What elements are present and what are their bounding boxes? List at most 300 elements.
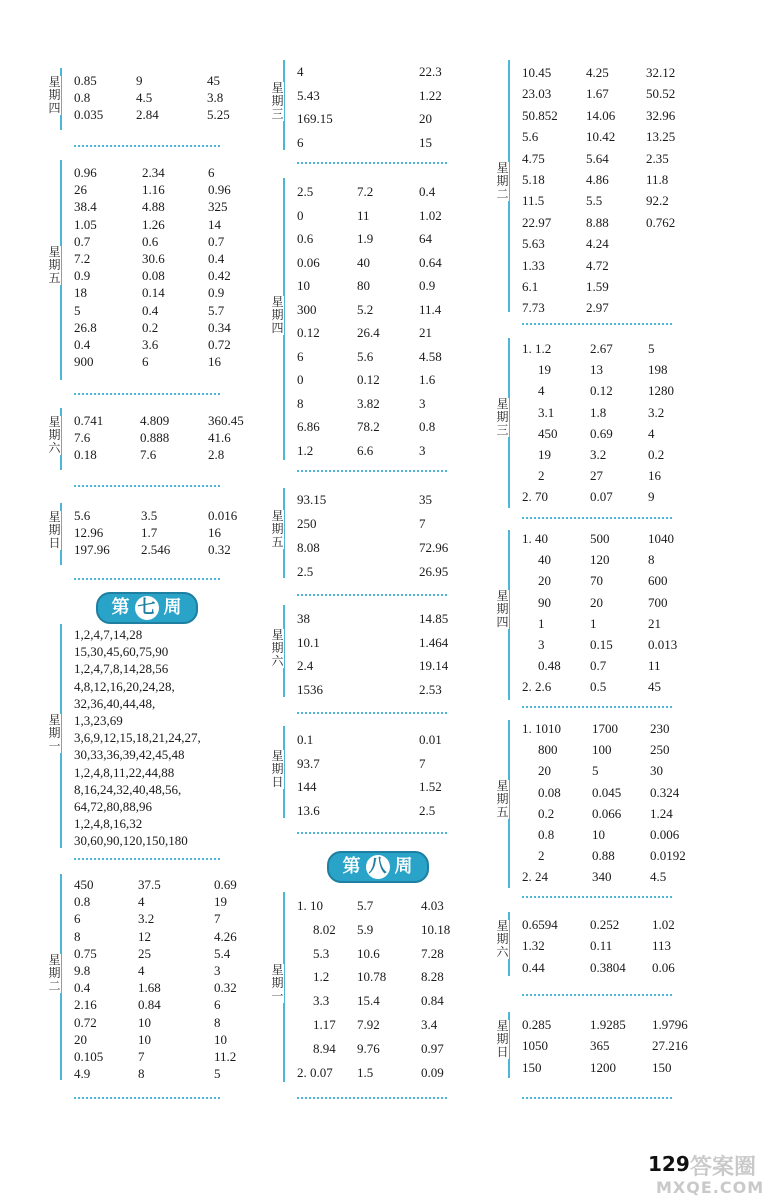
table-cell: 3.4 <box>421 1016 438 1032</box>
week-8-char-3: 周 <box>394 856 414 877</box>
table-cell: 0.4 <box>208 250 225 266</box>
week-7-badge <box>96 592 198 624</box>
table-cell: 1.67 <box>586 86 609 102</box>
table-cell: 600 <box>648 573 668 589</box>
table-cell: 7.92 <box>357 1016 380 1032</box>
table-cell: 0.96 <box>208 182 231 198</box>
table-cell: 5.4 <box>214 945 231 961</box>
table-cell: 5.5 <box>586 193 603 209</box>
table-cell: 0.045 <box>592 784 622 800</box>
table-cell: 11.4 <box>419 301 442 317</box>
table-cell: 8 <box>648 552 655 568</box>
list-item: 64,72,80,88,96 <box>74 798 152 814</box>
table-cell: 1.02 <box>419 207 442 223</box>
table-cell: 4 <box>648 425 655 441</box>
table-cell: 1.2 <box>313 969 330 985</box>
table-cell: 100 <box>592 742 612 758</box>
table-cell: 20 <box>538 763 551 779</box>
table-cell: 7 <box>214 911 221 927</box>
week-8-char-2: 八 <box>366 855 390 879</box>
table-cell: 3.2 <box>590 446 607 462</box>
table-cell: 2.84 <box>136 107 159 122</box>
c1-tue-label: 星期二 <box>48 953 61 993</box>
table-cell: 0.06 <box>297 254 320 270</box>
table-cell: 0.69 <box>214 877 237 892</box>
table-cell: 4.75 <box>522 150 545 166</box>
table-cell: 35 <box>419 492 432 507</box>
table-cell: 4.88 <box>142 199 165 215</box>
table-cell: 1 <box>590 615 597 631</box>
table-cell: 25 <box>138 945 151 961</box>
table-cell: 0.14 <box>142 285 165 301</box>
table-cell: 2. 0.07 <box>297 1064 333 1080</box>
divider <box>297 832 447 834</box>
table-cell: 0.4 <box>419 184 436 199</box>
table-cell: 4.24 <box>586 236 609 252</box>
table-cell: 0.9 <box>208 285 225 301</box>
table-cell: 1.464 <box>419 634 449 650</box>
table-cell: 450 <box>538 425 558 441</box>
week-7-char-1: 第 <box>111 597 131 618</box>
divider <box>297 162 447 164</box>
table-cell: 10 <box>592 826 605 842</box>
table-cell: 12 <box>138 928 151 944</box>
table-cell: 26.4 <box>357 325 380 340</box>
table-cell: 0.72 <box>208 336 231 352</box>
table-cell: 9.8 <box>74 962 91 978</box>
table-cell: 14.85 <box>419 611 449 626</box>
table-cell: 8 <box>297 395 304 411</box>
divider <box>522 1097 672 1099</box>
table-cell: 26 <box>74 182 87 198</box>
table-cell: 5.2 <box>357 301 374 317</box>
table-cell: 1.05 <box>74 216 97 232</box>
table-cell: 1.52 <box>419 779 442 794</box>
table-cell: 0.4 <box>142 302 159 318</box>
table-cell: 300 <box>297 301 317 317</box>
table-cell: 10 <box>138 1031 151 1047</box>
table-cell: 325 <box>208 199 228 215</box>
table-cell: 5.6 <box>522 129 539 145</box>
table-cell: 2.67 <box>590 341 613 356</box>
week-7-char-2: 七 <box>135 596 159 620</box>
table-cell: 0.6 <box>142 233 159 249</box>
table-cell: 5.9 <box>357 921 374 937</box>
table-cell: 72.96 <box>419 540 449 555</box>
table-cell: 9 <box>136 73 143 88</box>
c2-sat-label: 星期六 <box>271 628 284 668</box>
table-cell: 2.8 <box>208 447 225 462</box>
table-cell: 13 <box>590 362 603 378</box>
table-cell: 0.12 <box>590 383 613 399</box>
table-cell: 11.2 <box>214 1048 237 1064</box>
table-cell: 0.48 <box>538 658 561 674</box>
table-cell: 1. 1010 <box>522 721 561 736</box>
table-cell: 4.809 <box>140 413 170 428</box>
table-cell: 0.96 <box>74 165 97 180</box>
table-cell: 0.08 <box>142 268 165 284</box>
table-cell: 2.5 <box>297 184 314 199</box>
table-cell: 0.8 <box>74 90 91 105</box>
table-cell: 6 <box>74 911 81 927</box>
table-cell: 5.6 <box>74 508 91 523</box>
table-cell: 2 <box>538 468 545 484</box>
table-cell: 4.86 <box>586 171 609 187</box>
table-cell: 3.2 <box>138 911 155 927</box>
table-cell: 5.25 <box>207 107 230 122</box>
table-cell: 4.5 <box>650 869 667 885</box>
table-cell: 0.4 <box>74 980 91 996</box>
divider <box>74 485 220 487</box>
list-item: 4,8,12,16,20,24,28, <box>74 678 175 694</box>
table-cell: 18 <box>74 285 87 301</box>
table-cell: 0.85 <box>74 73 97 88</box>
table-cell: 0.066 <box>592 805 622 821</box>
table-cell: 10.78 <box>357 969 387 985</box>
table-cell: 4 <box>538 383 545 399</box>
table-cell: 11 <box>357 207 370 223</box>
table-cell: 0.7 <box>208 233 225 249</box>
table-cell: 10 <box>138 1014 151 1030</box>
table-cell: 70 <box>590 573 603 589</box>
table-cell: 8.28 <box>421 969 444 985</box>
divider <box>522 994 672 996</box>
divider <box>297 470 447 472</box>
table-cell: 2.97 <box>586 300 609 316</box>
table-cell: 10.6 <box>357 945 380 961</box>
divider <box>297 1097 447 1099</box>
table-cell: 3 <box>419 395 426 411</box>
table-cell: 27 <box>590 468 603 484</box>
table-cell: 113 <box>652 938 672 954</box>
table-cell: 6 <box>214 997 221 1013</box>
table-cell: 0.105 <box>74 1048 104 1064</box>
table-cell: 0.5 <box>590 679 607 695</box>
table-cell: 11.5 <box>522 193 545 209</box>
table-cell: 0.324 <box>650 784 680 800</box>
table-cell: 0.8 <box>538 826 555 842</box>
table-cell: 0.741 <box>74 413 104 428</box>
table-cell: 64 <box>419 231 432 246</box>
table-cell: 90 <box>538 594 551 610</box>
table-cell: 1.17 <box>313 1016 336 1032</box>
table-cell: 2.5 <box>419 802 436 818</box>
table-cell: 93.7 <box>297 755 320 771</box>
table-cell: 0.32 <box>208 542 231 557</box>
table-cell: 16 <box>208 525 221 540</box>
table-cell: 1.2 <box>297 442 314 458</box>
table-cell: 78.2 <box>357 419 380 434</box>
table-cell: 0.6 <box>297 231 314 246</box>
column-1 <box>48 0 260 1200</box>
table-cell: 21 <box>419 325 432 340</box>
table-cell: 0.18 <box>74 447 97 462</box>
table-cell: 27.216 <box>652 1038 688 1054</box>
table-cell: 5 <box>592 763 599 779</box>
table-cell: 700 <box>648 594 668 610</box>
table-cell: 4 <box>138 962 145 978</box>
table-cell: 7.2 <box>74 250 91 266</box>
table-cell: 0.12 <box>357 372 380 387</box>
table-cell: 45 <box>207 73 220 88</box>
table-cell: 1.68 <box>138 980 161 996</box>
table-cell: 1.59 <box>586 278 609 294</box>
table-cell: 4 <box>297 64 304 79</box>
divider <box>74 1097 220 1099</box>
list-item: 1,2,4,8,11,22,44,88 <box>74 764 175 780</box>
table-cell: 2.5 <box>297 564 314 579</box>
table-cell: 0.32 <box>214 980 237 996</box>
table-cell: 5.18 <box>522 171 545 187</box>
table-cell: 0.2 <box>538 805 555 821</box>
table-cell: 7.2 <box>357 184 374 199</box>
table-cell: 45 <box>648 679 661 695</box>
table-cell: 6 <box>297 348 304 364</box>
table-cell: 20 <box>419 111 432 126</box>
table-cell: 20 <box>74 1031 87 1047</box>
table-cell: 5 <box>214 1066 221 1082</box>
table-cell: 1.33 <box>522 257 545 273</box>
table-cell: 2. 24 <box>522 869 548 885</box>
table-cell: 5.7 <box>357 898 374 913</box>
table-cell: 10.18 <box>421 921 451 937</box>
table-cell: 1.9 <box>357 231 374 246</box>
table-cell: 4.5 <box>136 90 153 105</box>
table-cell: 50.852 <box>522 107 558 123</box>
table-cell: 0.762 <box>646 214 676 230</box>
table-cell: 0.252 <box>590 917 620 932</box>
table-cell: 0.75 <box>74 945 97 961</box>
list-item: 15,30,45,60,75,90 <box>74 644 169 660</box>
table-cell: 0.64 <box>419 254 442 270</box>
table-cell: 0.6594 <box>522 917 558 932</box>
table-cell: 0.0192 <box>650 848 686 864</box>
list-item: 3,6,9,12,15,18,21,24,27, <box>74 730 201 746</box>
table-cell: 32.96 <box>646 107 676 123</box>
c3-tue-label: 星期二 <box>496 161 509 201</box>
table-cell: 6 <box>208 165 215 180</box>
table-cell: 1 <box>538 615 545 631</box>
table-cell: 5.63 <box>522 236 545 252</box>
table-cell: 0.888 <box>140 430 170 445</box>
table-cell: 13.25 <box>646 129 676 145</box>
table-cell: 14.06 <box>586 107 616 123</box>
table-cell: 19 <box>538 446 551 462</box>
table-cell: 1. 1.2 <box>522 341 552 356</box>
table-cell: 9 <box>648 489 655 505</box>
table-cell: 0.006 <box>650 826 680 842</box>
list-item: 32,36,40,44,48, <box>74 695 156 711</box>
table-cell: 5.6 <box>357 348 374 364</box>
table-cell: 3 <box>214 962 221 978</box>
table-cell: 1700 <box>592 721 618 736</box>
list-item: 30,60,90,120,150,180 <box>74 833 188 849</box>
table-cell: 8.08 <box>297 540 320 555</box>
table-cell: 0.285 <box>522 1017 552 1032</box>
table-cell: 0.72 <box>74 1014 97 1030</box>
table-cell: 2.546 <box>141 542 171 557</box>
table-cell: 0.69 <box>590 425 613 441</box>
table-cell: 7.28 <box>421 945 444 961</box>
table-cell: 250 <box>297 516 317 531</box>
table-cell: 11.8 <box>646 171 669 187</box>
table-cell: 0.11 <box>590 938 613 954</box>
table-cell: 0.12 <box>297 325 320 340</box>
table-cell: 7 <box>419 755 426 771</box>
table-cell: 197.96 <box>74 542 110 557</box>
table-cell: 1.9285 <box>590 1017 626 1032</box>
table-cell: 20 <box>538 573 551 589</box>
table-cell: 2.53 <box>419 681 442 697</box>
table-cell: 10.45 <box>522 65 552 80</box>
watermark-url: MXQE.COM <box>656 1178 765 1197</box>
table-cell: 26.95 <box>419 564 449 579</box>
table-cell: 6.1 <box>522 278 539 294</box>
table-cell: 340 <box>592 869 612 885</box>
c2-mon-label: 星期一 <box>271 963 284 1003</box>
table-cell: 1.16 <box>142 182 165 198</box>
table-cell: 120 <box>590 552 610 568</box>
table-cell: 38 <box>297 611 310 626</box>
table-cell: 41.6 <box>208 430 231 445</box>
table-cell: 7 <box>419 516 426 531</box>
table-cell: 2 <box>538 848 545 864</box>
table-cell: 1.24 <box>650 805 673 821</box>
table-cell: 198 <box>648 362 668 378</box>
table-cell: 2.35 <box>646 150 669 166</box>
table-cell: 6 <box>142 354 149 370</box>
table-cell: 0.09 <box>421 1064 444 1080</box>
table-cell: 360.45 <box>208 413 244 428</box>
table-cell: 0.1 <box>297 732 314 747</box>
table-cell: 3.5 <box>141 508 158 523</box>
table-cell: 144 <box>297 779 317 794</box>
table-cell: 0.07 <box>590 489 613 505</box>
table-cell: 1. 40 <box>522 531 548 546</box>
table-cell: 7.6 <box>140 447 157 462</box>
c2-fri-label: 星期五 <box>271 509 284 549</box>
column-2 <box>271 0 493 1200</box>
table-cell: 15.4 <box>357 993 380 1009</box>
table-cell: 0.9 <box>419 278 436 293</box>
table-cell: 900 <box>74 354 94 370</box>
table-cell: 30.6 <box>142 250 165 266</box>
table-cell: 3.2 <box>648 404 665 420</box>
table-cell: 4.03 <box>421 898 444 913</box>
c1-thu-label: 星期四 <box>48 75 61 115</box>
divider <box>74 393 220 395</box>
list-item: 1,2,4,7,8,14,28,56 <box>74 661 169 677</box>
c3-sun-label: 星期日 <box>496 1019 509 1059</box>
table-cell: 1.7 <box>141 525 158 540</box>
table-cell: 150 <box>652 1059 672 1075</box>
table-cell: 0.15 <box>590 636 613 652</box>
table-cell: 10 <box>214 1031 227 1047</box>
table-cell: 4.58 <box>419 348 442 364</box>
table-cell: 38.4 <box>74 199 97 215</box>
table-cell: 0.88 <box>592 848 615 864</box>
table-cell: 3.1 <box>538 404 555 420</box>
c1-mon-label: 星期一 <box>48 713 61 753</box>
table-cell: 1.22 <box>419 87 442 103</box>
table-cell: 5 <box>648 341 655 356</box>
divider <box>74 858 220 860</box>
table-cell: 0 <box>297 207 304 223</box>
list-item: 1,2,4,7,14,28 <box>74 627 143 642</box>
table-cell: 20 <box>590 594 603 610</box>
divider <box>297 712 447 714</box>
list-item: 8,16,24,32,40,48,56, <box>74 781 182 797</box>
table-cell: 1040 <box>648 531 674 546</box>
list-item: 1,2,4,8,16,32 <box>74 816 143 832</box>
table-cell: 21 <box>648 615 661 631</box>
table-cell: 2.34 <box>142 165 165 180</box>
watermark-logo: 答案圈 <box>690 1155 757 1180</box>
table-cell: 3.6 <box>142 336 159 352</box>
table-cell: 10.42 <box>586 129 616 145</box>
table-cell: 14 <box>208 216 221 232</box>
table-cell: 1.26 <box>142 216 165 232</box>
table-cell: 0.4 <box>74 336 91 352</box>
table-cell: 4 <box>138 894 145 910</box>
c3-thu-label: 星期四 <box>496 589 509 629</box>
table-cell: 8 <box>74 928 81 944</box>
divider <box>74 145 220 147</box>
table-cell: 1.02 <box>652 917 675 932</box>
table-cell: 1.32 <box>522 938 545 954</box>
table-cell: 0.06 <box>652 959 675 975</box>
table-cell: 30 <box>650 763 663 779</box>
table-cell: 1.5 <box>357 1064 374 1080</box>
table-cell: 19 <box>538 362 551 378</box>
divider <box>297 594 447 596</box>
table-cell: 2. 2.6 <box>522 679 552 695</box>
divider <box>522 896 672 898</box>
table-cell: 365 <box>590 1038 610 1054</box>
table-cell: 0.08 <box>538 784 561 800</box>
table-cell: 3.82 <box>357 395 380 411</box>
table-cell: 0.7 <box>74 233 91 249</box>
c2-wed-label: 星期三 <box>271 81 284 121</box>
table-cell: 26.8 <box>74 319 97 335</box>
table-cell: 32.12 <box>646 65 676 80</box>
table-cell: 1.9796 <box>652 1017 688 1032</box>
table-cell: 0.2 <box>648 446 665 462</box>
table-cell: 0.016 <box>208 508 238 523</box>
table-cell: 0.3804 <box>590 959 626 975</box>
table-cell: 0 <box>297 372 304 387</box>
table-cell: 500 <box>590 531 610 546</box>
table-cell: 22.97 <box>522 214 552 230</box>
table-cell: 1050 <box>522 1038 548 1054</box>
table-cell: 1536 <box>297 681 323 697</box>
table-cell: 5.64 <box>586 150 609 166</box>
c1-sat-label: 星期六 <box>48 415 61 455</box>
table-cell: 50.52 <box>646 86 676 102</box>
table-cell: 0.9 <box>74 268 91 284</box>
c3-sat-label: 星期六 <box>496 919 509 959</box>
divider <box>522 323 672 325</box>
table-cell: 0.97 <box>421 1040 444 1056</box>
c1-mon-lines <box>74 626 201 849</box>
table-cell: 9.76 <box>357 1040 380 1056</box>
table-cell: 10.1 <box>297 634 320 650</box>
table-cell: 5.7 <box>208 302 225 318</box>
list-item: 30,33,36,39,42,45,48 <box>74 747 185 763</box>
table-cell: 1.6 <box>419 372 436 387</box>
table-cell: 4.9 <box>74 1066 91 1082</box>
table-cell: 0.8 <box>419 419 436 434</box>
